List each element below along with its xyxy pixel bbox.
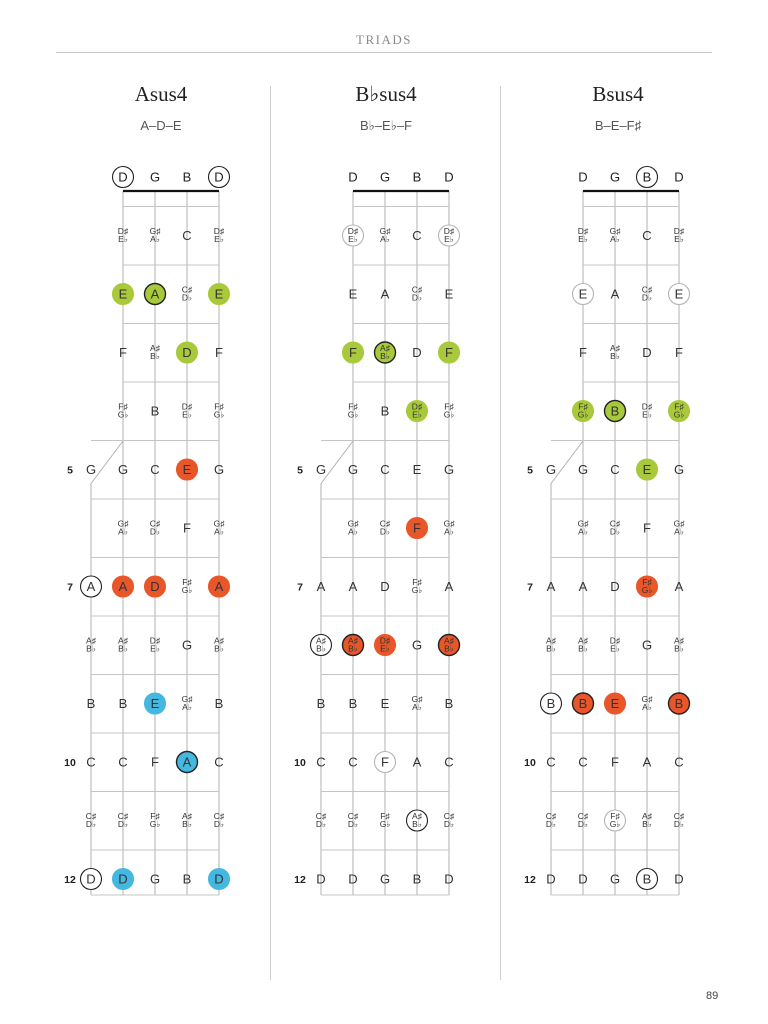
- chord-title-bsus4: Bsus4: [592, 82, 644, 106]
- fret-note-label: E♭: [578, 234, 588, 244]
- fret-note-label: G♭: [443, 409, 455, 420]
- fret-note-label: C: [610, 462, 620, 477]
- fret-note-label: A♭: [118, 526, 128, 537]
- fret-note-label: G: [213, 462, 225, 477]
- fret-note-label: C: [380, 462, 390, 477]
- fret-note-label: G♯: [379, 226, 391, 236]
- fret-note-label: B♭: [412, 819, 422, 829]
- fret-note-label: G♭: [117, 409, 129, 420]
- chord-title-asus4: Asus4: [134, 82, 188, 106]
- fret-note-label: E: [380, 696, 390, 711]
- fret-note-label: E: [348, 286, 358, 302]
- low-string-note-label: D: [86, 871, 96, 887]
- fret-note-label: A: [444, 579, 454, 594]
- low-string-note-label: D: [316, 871, 326, 887]
- fret-note-label: C♯: [411, 284, 423, 295]
- fret-note-label: G: [673, 462, 685, 477]
- fret-note-label: F: [413, 520, 421, 536]
- open-string-label: D: [444, 169, 454, 185]
- open-string-label: D: [348, 169, 358, 185]
- fret-note-label: C♯: [577, 811, 589, 821]
- fret-note-label: C: [412, 228, 422, 243]
- fret-note-label: E♭: [610, 643, 620, 654]
- open-string-label: G: [379, 169, 391, 185]
- open-string-label: D: [118, 169, 128, 185]
- fret-note-label: A♭: [674, 526, 684, 537]
- fret-note-label: E: [578, 286, 588, 302]
- fret-note-label: E: [182, 462, 192, 477]
- fret-note-label: A♭: [380, 234, 390, 244]
- fret-note-label: D♯: [117, 226, 129, 236]
- fret-number: 12: [294, 874, 306, 886]
- fret-note-label: G♭: [347, 409, 359, 420]
- fret-note-label: A♯: [412, 811, 422, 821]
- fret-note-label: D: [348, 871, 358, 887]
- fret-note-label: D: [444, 871, 454, 887]
- fret-note-label: C♯: [347, 811, 359, 821]
- fret-note-label: F: [643, 520, 651, 536]
- fret-note-label: D: [214, 871, 224, 887]
- fret-note-label: D: [610, 579, 620, 594]
- fret-note-label: F♯: [182, 577, 192, 587]
- fret-note-label: A: [182, 754, 192, 770]
- fret-note-label: E: [610, 696, 620, 711]
- fret-note-label: D: [642, 345, 652, 360]
- low-string-note-label: D♭: [545, 819, 557, 829]
- fret-note-label: F♯: [412, 577, 422, 587]
- fret-note-label: B♭: [610, 351, 620, 361]
- low-string-note-label: B: [316, 696, 326, 711]
- fret-note-label: A: [578, 579, 588, 594]
- low-string-note-label: C♯: [545, 811, 557, 821]
- fret-note-label: D♭: [379, 526, 391, 537]
- fret-note-label: G♭: [181, 585, 193, 595]
- fret-note-label: C♯: [379, 518, 391, 529]
- fret-note-label: D♭: [411, 292, 423, 303]
- low-string-note-label: B: [86, 696, 96, 711]
- fret-note-label: A♭: [578, 526, 588, 537]
- open-string-label: D: [214, 169, 224, 185]
- fret-note-label: B♭: [118, 643, 128, 654]
- open-string-label: D: [578, 169, 588, 185]
- fret-note-label: G♯: [213, 518, 225, 529]
- fret-note-label: G♯: [181, 694, 193, 704]
- fret-note-label: D♯: [609, 635, 621, 646]
- fret-note-label: D: [674, 871, 684, 887]
- fret-note-label: F: [611, 754, 619, 770]
- fret-note-label: A♯: [348, 635, 358, 646]
- fret-note-label: C: [348, 754, 358, 770]
- open-string-label: B: [182, 169, 192, 185]
- fret-note-label: D♭: [347, 819, 359, 829]
- fret-note-label: C: [150, 462, 160, 477]
- fret-note-label: A♯: [444, 635, 454, 646]
- fret-note-label: B: [380, 403, 390, 419]
- fret-note-label: E: [642, 462, 652, 477]
- fret-note-label: D♭: [181, 292, 193, 303]
- fret-note-label: A: [150, 286, 160, 302]
- fret-note-label: A♯: [214, 635, 224, 646]
- chord-formula-bsus4: B–E–F♯: [594, 118, 642, 133]
- fret-note-label: A♯: [150, 343, 160, 353]
- fret-note-label: E♭: [214, 234, 224, 244]
- fret-note-label: A♭: [412, 702, 422, 712]
- fret-note-label: F: [445, 345, 453, 360]
- low-string-note-label: D: [546, 871, 556, 887]
- fret-note-label: G: [443, 462, 455, 477]
- fret-note-label: A♭: [214, 526, 224, 537]
- open-string-label: B: [412, 169, 422, 185]
- fret-note-label: G♯: [347, 518, 359, 529]
- fret-note-label: D: [182, 345, 192, 360]
- fret-note-label: E♭: [642, 409, 652, 420]
- fret-note-label: B♭: [348, 643, 358, 654]
- fret-note-label: E♭: [444, 234, 454, 244]
- fret-note-label: A♯: [380, 343, 390, 353]
- fret-note-label: D♯: [379, 635, 391, 646]
- fret-note-label: B: [674, 696, 684, 711]
- fret-note-label: C: [674, 754, 684, 770]
- fret-number: 5: [297, 464, 303, 477]
- fret-note-label: G: [117, 462, 129, 477]
- fret-note-label: G♯: [149, 226, 161, 236]
- fret-number: 5: [67, 464, 73, 477]
- fret-note-label: E: [412, 462, 422, 477]
- fret-note-label: G: [641, 637, 653, 653]
- fret-note-label: C: [578, 754, 588, 770]
- low-string-note-label: A♯: [86, 635, 96, 646]
- fret-note-label: F♯: [674, 401, 684, 412]
- fret-note-label: C♯: [443, 811, 455, 821]
- fret-number: 10: [294, 757, 306, 769]
- fret-note-label: G: [577, 462, 589, 477]
- fret-note-label: F♯: [150, 811, 160, 821]
- low-string-note-label: G: [545, 462, 557, 477]
- fret-note-label: E: [150, 696, 160, 711]
- fret-number: 7: [67, 581, 73, 594]
- fret-note-label: C: [444, 754, 454, 770]
- fret-note-label: G♯: [673, 518, 685, 529]
- low-string-note-label: D♭: [315, 819, 327, 829]
- fretboard-1: [294, 170, 459, 896]
- fret-note-label: B♭: [444, 643, 454, 654]
- fret-note-label: F: [349, 345, 357, 360]
- fret-note-label: E♭: [674, 234, 684, 244]
- fret-note-label: A♭: [444, 526, 454, 537]
- fret-note-label: C♯: [673, 811, 685, 821]
- fret-note-label: F: [151, 754, 159, 770]
- fret-note-label: G♯: [641, 694, 653, 704]
- fret-note-label: F♯: [348, 401, 358, 412]
- fret-note-label: A♯: [578, 635, 588, 646]
- fret-note-label: B: [150, 403, 160, 419]
- fret-note-label: G: [347, 462, 359, 477]
- fret-note-label: E♭: [412, 409, 422, 420]
- fret-note-label: F♯: [214, 401, 224, 412]
- fret-note-label: D♯: [149, 635, 161, 646]
- fret-note-label: D♭: [577, 819, 589, 829]
- fret-number: 10: [524, 757, 536, 769]
- fret-note-label: F♯: [444, 401, 454, 412]
- fret-note-label: A: [348, 579, 358, 594]
- fret-note-label: B: [214, 696, 224, 711]
- low-string-note-label: G: [315, 462, 327, 477]
- open-string-label: D: [674, 169, 684, 185]
- fret-note-label: A♭: [642, 702, 652, 712]
- fret-note-label: G: [181, 637, 193, 653]
- low-string-note-label: C: [86, 754, 96, 770]
- fret-note-label: A♭: [348, 526, 358, 537]
- fret-note-label: D♯: [181, 401, 193, 412]
- fret-note-label: D♭: [149, 526, 161, 537]
- fret-note-label: F: [215, 345, 223, 360]
- fret-note-label: D♯: [577, 226, 589, 236]
- fret-note-label: F♯: [380, 811, 390, 821]
- fret-note-label: C: [118, 754, 128, 770]
- low-string-note-label: C♯: [315, 811, 327, 821]
- fret-note-label: G♭: [411, 585, 423, 595]
- fret-note-label: C: [214, 754, 224, 770]
- fret-note-label: B: [118, 696, 128, 711]
- fret-note-label: A♯: [118, 635, 128, 646]
- fretboard-2: [524, 167, 689, 896]
- low-string-note-label: B♭: [546, 643, 556, 654]
- fret-note-label: A: [642, 754, 652, 770]
- fret-note-label: E♭: [182, 409, 192, 420]
- fret-note-label: D♯: [347, 226, 359, 236]
- fret-note-label: D♭: [609, 526, 621, 537]
- fret-note-label: F: [579, 345, 587, 360]
- fret-note-label: F: [119, 345, 127, 360]
- fret-note-label: F♯: [118, 401, 128, 412]
- fret-note-label: D♯: [411, 401, 423, 412]
- fret-note-label: D♭: [213, 819, 225, 829]
- chord-title-bbsus4: B♭sus4: [355, 82, 417, 106]
- fret-note-label: A♯: [674, 635, 684, 646]
- low-string-note-label: B♭: [86, 643, 96, 654]
- fret-note-label: D: [412, 345, 422, 360]
- fret-note-label: E: [444, 286, 454, 302]
- low-string-note-label: A♯: [546, 635, 556, 646]
- fret-note-label: F: [183, 520, 191, 536]
- fret-note-label: G♯: [577, 518, 589, 529]
- fret-number: 7: [527, 581, 533, 594]
- fret-note-label: G: [411, 637, 423, 653]
- fret-note-label: B: [578, 696, 588, 711]
- fret-note-label: A♯: [182, 811, 192, 821]
- fret-note-label: C♯: [117, 811, 129, 821]
- fret-note-label: B♭: [150, 351, 160, 361]
- chord-formula-bbsus4: B♭–E♭–F: [359, 118, 412, 133]
- fret-note-label: A♭: [610, 234, 620, 244]
- fret-note-label: A♯: [610, 343, 620, 353]
- fret-note-label: D♯: [213, 226, 225, 236]
- low-string-note-label: C: [546, 754, 556, 770]
- low-string-note-label: D♭: [85, 819, 97, 829]
- fret-note-label: G: [149, 871, 161, 887]
- fret-number: 12: [64, 874, 76, 886]
- fret-note-label: D♭: [673, 819, 685, 829]
- fret-note-label: A: [674, 579, 684, 594]
- fret-note-label: C♯: [641, 284, 653, 295]
- low-string-note-label: A♯: [316, 635, 326, 646]
- fret-note-label: B♭: [380, 351, 390, 361]
- page-number: 89: [706, 990, 719, 1002]
- fret-note-label: D: [578, 871, 588, 887]
- fret-note-label: G♭: [609, 819, 621, 829]
- fret-note-label: B: [610, 403, 620, 419]
- fret-note-label: C♯: [149, 518, 161, 529]
- fret-note-label: A: [380, 286, 390, 302]
- fret-number: 12: [524, 874, 536, 886]
- low-string-note-label: B♭: [316, 643, 326, 654]
- fret-note-label: G: [379, 871, 391, 887]
- fret-note-label: B♭: [578, 643, 588, 654]
- fret-note-label: A♭: [150, 234, 160, 244]
- low-string-note-label: A: [316, 579, 326, 594]
- fret-note-label: G♯: [443, 518, 455, 529]
- fret-note-label: E♭: [348, 234, 358, 244]
- fret-note-label: G♯: [609, 226, 621, 236]
- low-string-note-label: G: [85, 462, 97, 477]
- low-string-note-label: A: [546, 579, 556, 594]
- fret-note-label: B: [412, 871, 422, 887]
- fret-note-label: D: [380, 579, 390, 594]
- fret-note-label: B: [348, 696, 358, 711]
- fret-note-label: C♯: [213, 811, 225, 821]
- fret-note-label: C♯: [181, 284, 193, 295]
- fret-note-label: B: [444, 696, 454, 711]
- fret-note-label: E♭: [380, 643, 390, 654]
- fret-note-label: E: [674, 286, 684, 302]
- fret-note-label: D♭: [641, 292, 653, 303]
- fret-note-label: C: [642, 228, 652, 243]
- low-string-note-label: B: [546, 696, 556, 711]
- fretboard-0: [64, 167, 229, 896]
- fret-note-label: F: [381, 754, 389, 770]
- fret-note-label: B: [642, 871, 652, 887]
- low-string-note-label: C: [316, 754, 326, 770]
- fret-note-label: B♭: [182, 819, 192, 829]
- low-string-note-label: C♯: [85, 811, 97, 821]
- fret-note-label: E♭: [118, 234, 128, 244]
- fret-note-label: D♭: [117, 819, 129, 829]
- fret-note-label: B: [182, 871, 192, 887]
- fret-note-label: D♯: [673, 226, 685, 236]
- fret-note-label: G♭: [379, 819, 391, 829]
- fret-note-label: G♯: [411, 694, 423, 704]
- fret-note-label: C♯: [609, 518, 621, 529]
- fret-note-label: B♭: [642, 819, 652, 829]
- fret-note-label: F♯: [578, 401, 588, 412]
- fret-note-label: E: [214, 286, 224, 302]
- fret-number: 5: [527, 464, 533, 477]
- open-string-label: B: [642, 169, 652, 185]
- fret-note-label: G♭: [577, 409, 589, 420]
- fret-note-label: A: [412, 754, 422, 770]
- fret-note-label: G: [609, 871, 621, 887]
- fret-note-label: D♯: [641, 401, 653, 412]
- fret-note-label: D: [150, 579, 160, 594]
- open-string-label: G: [149, 169, 161, 185]
- fret-note-label: G♯: [117, 518, 129, 529]
- fret-note-label: A: [214, 579, 224, 594]
- open-string-label: G: [609, 169, 621, 185]
- fret-note-label: A♯: [642, 811, 652, 821]
- fret-note-label: G♭: [673, 409, 685, 420]
- running-header: TRIADS: [356, 32, 412, 47]
- fret-note-label: D♯: [443, 226, 455, 236]
- fret-note-label: D♭: [443, 819, 455, 829]
- fret-note-label: F: [675, 345, 683, 360]
- fret-note-label: G♭: [213, 409, 225, 420]
- fret-note-label: B♭: [674, 643, 684, 654]
- fret-note-label: A♭: [182, 702, 192, 712]
- fret-note-label: B♭: [214, 643, 224, 654]
- fret-note-label: E: [118, 286, 128, 302]
- low-string-note-label: A: [86, 579, 96, 594]
- chord-formula-asus4: A–D–E: [140, 118, 182, 133]
- fret-note-label: F♯: [610, 811, 620, 821]
- fret-number: 7: [297, 581, 303, 594]
- fret-number: 10: [64, 757, 76, 769]
- fret-note-label: C: [182, 228, 192, 243]
- fret-note-label: A: [610, 286, 620, 302]
- fret-note-label: E♭: [150, 643, 160, 654]
- fret-note-label: A: [118, 579, 128, 594]
- fret-note-label: D: [118, 871, 128, 887]
- fret-note-label: G♭: [149, 819, 161, 829]
- fret-note-label: F♯: [642, 577, 652, 587]
- fret-note-label: G♭: [641, 585, 653, 595]
